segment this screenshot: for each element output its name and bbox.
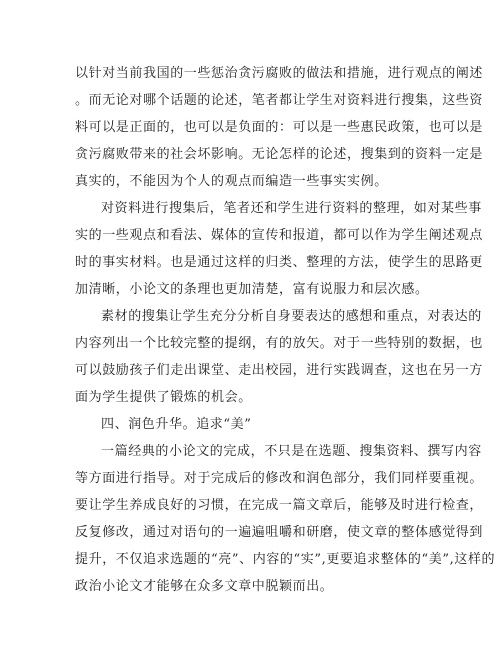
text-line: 要让学生养成良好的习惯，在完成一篇文章后，能够及时进行检查， — [75, 498, 484, 513]
paragraph-first-line: 素材的搜集让学生充分分析自身要表达的感想和重点，对表达的 — [101, 309, 482, 324]
text-line: 真实的，不能因为个人的观点而编造一些事实实例。 — [75, 174, 388, 189]
text-line: 提升，不仅追求选题的“亮”、内容的“实”,更要追求整体的“美”,这样的 — [75, 552, 496, 567]
paragraph-first-line: 一篇经典的小论文的完成，不只是在选题、搜集资料、撰写内容 — [101, 444, 482, 459]
text-line: 面为学生提供了锻炼的机会。 — [75, 390, 252, 405]
text-line: 反复修改，通过对语句的一遍遍咀嚼和研磨，使文章的整体感觉得到 — [75, 525, 484, 540]
text-line: 政治小论文才能够在众多文章中脱颖而出。 — [75, 579, 334, 594]
text-line: 时的事实材料。也是通过这样的归类、整理的方法，使学生的思路更 — [75, 255, 484, 270]
text-line: 等方面进行指导。对于完成后的修改和润色部分，我们同样要重视。 — [75, 471, 484, 486]
text-line: 加清晰，小论文的条理也更加清楚，富有说服力和层次感。 — [75, 282, 429, 297]
text-line: 贪污腐败带来的社会坏影响。无论怎样的论述，搜集到的资料一定是 — [75, 147, 484, 162]
paragraph-first-line: 对资料进行搜集后，笔者还和学生进行资料的整理，如对某些事 — [101, 201, 482, 216]
text-line: 实的一些观点和看法、媒体的宣传和报道，都可以作为学生阐述观点 — [75, 228, 484, 243]
text-line: 内容列出一个比较完整的提纲，有的放矢。对于一些特别的数据，也 — [75, 336, 484, 351]
section-heading: 四、润色升华。追求“美” — [101, 417, 252, 432]
text-line: 可以鼓励孩子们走出课堂、走出校园，进行实践调查，这也在另一方 — [75, 363, 484, 378]
text-line: 。而无论对哪个话题的论述，笔者都让学生对资料进行搜集，这些资 — [75, 93, 484, 108]
text-line: 以针对当前我国的一些惩治贪污腐败的做法和措施，进行观点的阐述 — [75, 66, 484, 81]
text-line: 料可以是正面的，也可以是负面的：可以是一些惠民政策，也可以是 — [75, 120, 484, 135]
